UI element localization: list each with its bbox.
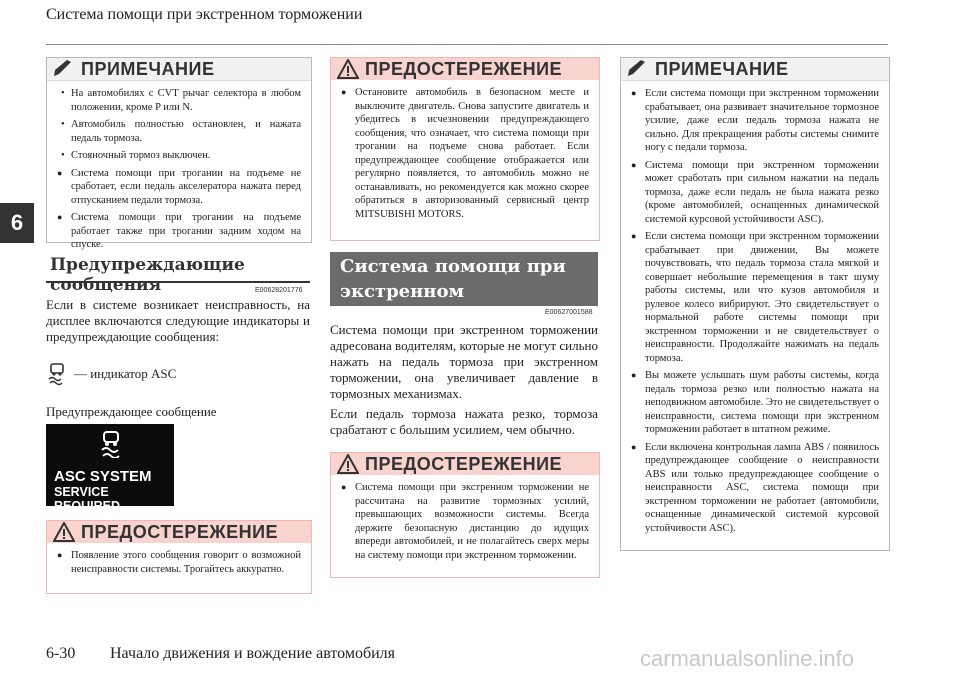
caution-box-heading: ПРЕДОСТЕРЕЖЕНИЕ — [81, 521, 279, 542]
indicator-label: — индикатор ASC — [74, 366, 177, 381]
body-paragraph: Система помощи при экстренном торможении адресована водителям, которые не могут сильно нажать на педаль тормоза при экстренном торможении, она увеличивает давление в тормозных механизмах. — [330, 322, 598, 401]
page-number: 6-30 — [46, 645, 76, 662]
list-item: • Стояночный тормоз выключен. — [57, 149, 301, 163]
list-item: ● Система помощи при экстренном торможении не рассчитана на развитие тормозных усилий, превышающих возможности системы. Всегда держите безопасную дистанцию до идущих впереди автомобилей, и не полагайтесь сверх меры на систему помощи при экстренном торможении. — [341, 481, 589, 562]
caution-box-heading: ПРЕДОСТЕРЕЖЕНИЕ — [365, 453, 563, 474]
subsection-title: Предупреждающие сообщения — [46, 255, 310, 283]
pencil-note-icon — [53, 60, 75, 78]
note-box-header — [621, 58, 889, 81]
list-item: • Автомобиль полностью остановлен, и нажата педаль тормоза. — [57, 118, 301, 145]
asc-message-line1: ASC SYSTEM — [54, 468, 152, 485]
note-box-heading: ПРИМЕЧАНИЕ — [655, 58, 789, 79]
caution-box-3 — [330, 452, 600, 578]
list-item: ● Вы можете услышать шум работы системы, когда педаль тормоза резко или полностью нажата на неподвижном автомобиле. Это не свидетельствует о неисправности, система помощи при экстренном торможении работает в штатном режиме. — [631, 369, 879, 437]
chapter-tab: 6 — [0, 203, 34, 243]
header-divider — [46, 44, 888, 45]
asc-warning-display — [46, 424, 174, 513]
caution-box-heading: ПРЕДОСТЕРЕЖЕНИЕ — [365, 58, 563, 79]
warning-message-label: Предупреждающее сообщение — [46, 404, 217, 419]
note-box-heading: ПРИМЕЧАНИЕ — [81, 58, 215, 79]
section-code: E00627001588 — [545, 309, 593, 316]
caution-box-header — [331, 453, 599, 475]
body-paragraph: Если в системе возникает неисправность, на дисплее включаются следующие индикаторы и предупреждающие сообщения: — [46, 297, 310, 344]
caution-box-header — [331, 58, 599, 80]
caution-box-header — [47, 521, 311, 543]
note-box-header — [47, 58, 311, 81]
note-box-1 — [46, 57, 312, 250]
list-item: ● Система помощи при трогании на подъеме не сработает, если педаль акселератора нажата перед отпусканием педали тормоза. — [57, 167, 301, 208]
header-title: Система помощи при экстренном торможении — [46, 6, 363, 23]
caution-box-2 — [330, 57, 600, 241]
caution-box-1 — [46, 520, 312, 594]
skidding-car-icon — [100, 430, 122, 458]
list-item: ● Система помощи при трогании на подъеме работает также при трогании задним ходом на спуске. — [57, 211, 301, 252]
section-title-bar: Система помощи при экстренном торможении — [330, 252, 598, 306]
warning-triangle-icon — [337, 59, 359, 79]
warning-triangle-icon — [53, 522, 75, 542]
asc-indicator-icon — [46, 362, 70, 386]
list-item: • На автомобилях с CVT рычаг селектора в любом положении, кроме P или N. — [57, 87, 301, 114]
body-paragraph: Если педаль тормоза нажата резко, тормоза срабатают с большим усилием, чем обычно. — [330, 406, 598, 437]
list-item: ● Если включена контрольная лампа ABS / появилось предупреждающее сообщение о неисправности ABS или только предупреждающее сообщение о неисправности ASC, система помощи при экстренном торможении не работает (автомобили, оснащенные динамической системой курсовой устойчивости ASC). — [631, 441, 879, 536]
asc-message-line2: SERVICE REQUIRED — [54, 485, 120, 513]
list-item: ● Остановите автомобиль в безопасном месте и выключите двигатель. Снова запустите двигатель и убедитесь в исчезновении предупреждающего сообщения, что означает, что система помощи при трогании на подъеме снова работает. Если предупреждающее сообщение отображается или регулярно появляется, то автомобиль можно не останавливать, но рекомендуется как можно скорее обратиться в авторизованный сервисный центр MITSUBISHI MOTORS. — [341, 86, 589, 221]
list-item: ● Появление этого сообщения говорит о возможной неисправности системы. Трогайтесь аккуратно. — [57, 549, 301, 576]
list-item: ● Если система помощи при экстренном торможении срабатывает при движении, Вы можете почувствовать, что педаль тормоза стала мягкой и совершает небольшие перемещения в такт шуму работы системы, или что кузов автомобиля и рулевое колесо вибрируют. Это свидетельствует о нормальной работе системы помощи при экстренном торможении и не свидетельствует о неисправности. Продолжайте нажимать на педаль тормоза. — [631, 230, 879, 365]
list-item: ● Система помощи при экстренном торможении может сработать при сильном нажатии на педаль тормоза, даже если педаль не была нажата резко (кроме автомобилей, оснащенных динамической системой курсовой устойчивости ASC). — [631, 159, 879, 227]
note-box-2 — [620, 57, 890, 551]
pencil-note-icon — [627, 60, 649, 78]
list-item: ● Если система помощи при экстренном торможении срабатывает, она развивает значительное тормозное усилие, даже если педаль тормоза нажата не сильно. Для прекращения работы системы снимите ногу с педали тормоза. — [631, 87, 879, 155]
warning-triangle-icon — [337, 454, 359, 474]
footer-title: Начало движения и вождение автомобиля — [110, 645, 396, 662]
watermark-text: carmanualsonline.info — [640, 646, 855, 671]
section-code: E00628201776 — [255, 287, 303, 294]
